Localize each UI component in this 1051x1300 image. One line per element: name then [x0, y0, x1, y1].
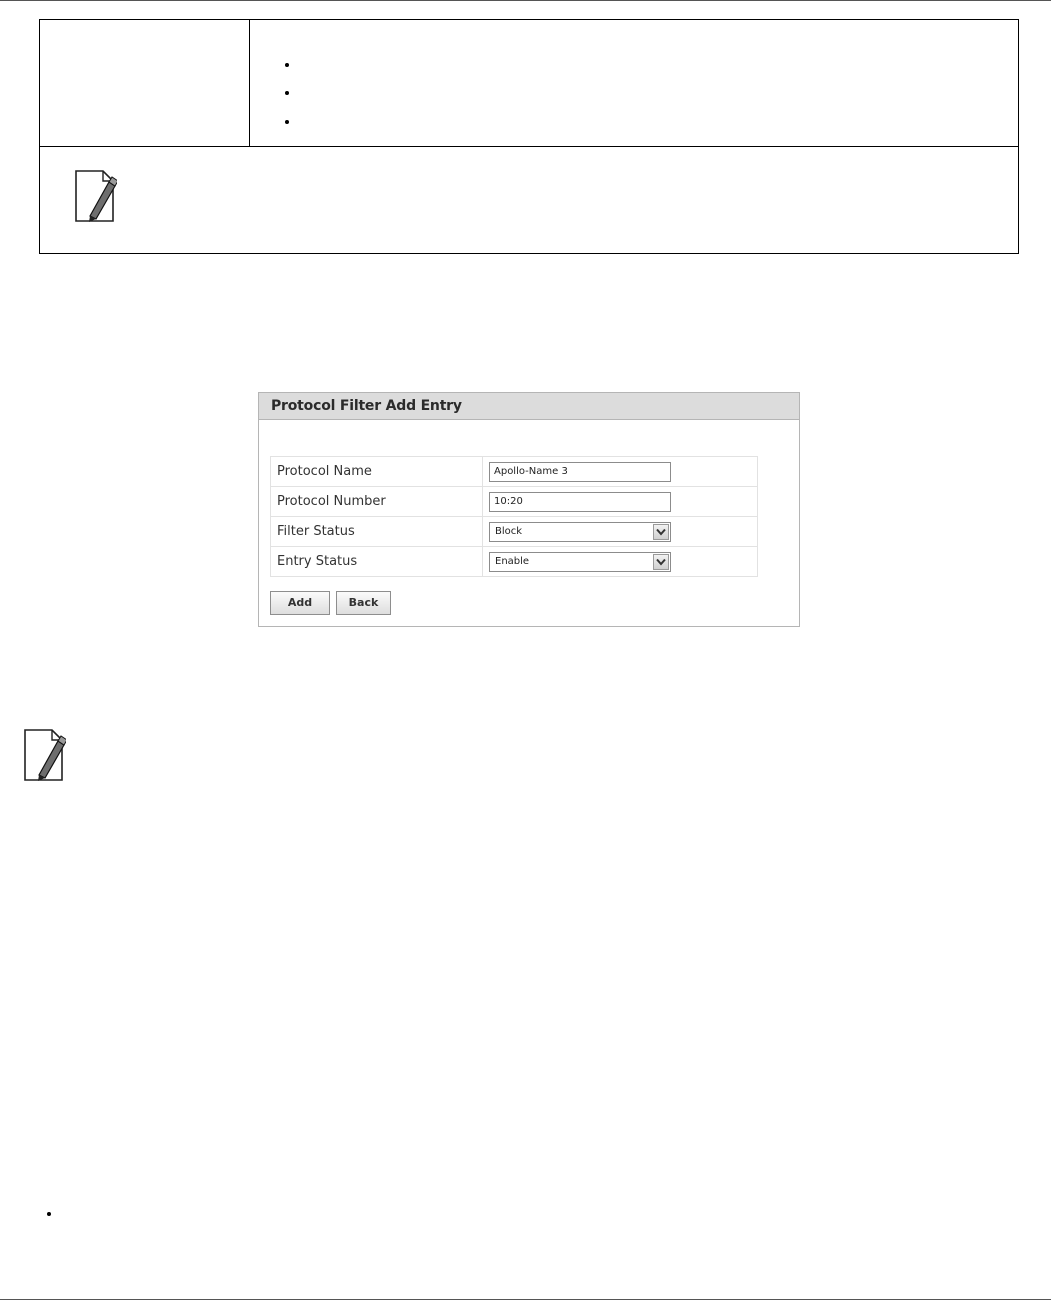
- bullet-icon: [285, 91, 289, 95]
- back-button[interactable]: Back: [336, 591, 391, 615]
- chevron-down-icon[interactable]: [653, 524, 669, 540]
- panel-title: Protocol Filter Add Entry: [271, 398, 462, 414]
- protocol-name-input[interactable]: [489, 462, 671, 482]
- bullet-icon: [47, 1212, 51, 1216]
- protocol-filter-panel: [258, 392, 800, 627]
- entry-status-value: Enable: [495, 555, 530, 567]
- protocol-number-cell: [483, 487, 758, 517]
- bullet-icon: [285, 120, 289, 124]
- filter-status-label: Filter Status: [271, 517, 483, 547]
- form-row-entry-status: [271, 547, 758, 577]
- note-pencil-icon: [73, 168, 117, 224]
- form-row-protocol-name: [271, 457, 758, 487]
- bullet-icon: [285, 63, 289, 67]
- entry-status-label: Entry Status: [271, 547, 483, 577]
- entry-status-cell: [483, 547, 758, 577]
- add-button[interactable]: Add: [270, 591, 330, 615]
- protocol-filter-form: [270, 456, 758, 577]
- chevron-down-icon[interactable]: [653, 554, 669, 570]
- entry-status-select[interactable]: [489, 552, 671, 572]
- form-row-filter-status: [271, 517, 758, 547]
- filter-status-select[interactable]: [489, 522, 671, 542]
- filter-status-cell: [483, 517, 758, 547]
- protocol-name-label: Protocol Name: [271, 457, 483, 487]
- protocol-number-label: Protocol Number: [271, 487, 483, 517]
- note-pencil-icon: [22, 727, 66, 783]
- protocol-number-input[interactable]: [489, 492, 671, 512]
- page-top-rule: [0, 0, 1051, 1]
- table-row-divider: [40, 146, 1018, 147]
- protocol-name-cell: [483, 457, 758, 487]
- filter-status-value: Block: [495, 525, 523, 537]
- form-row-protocol-number: [271, 487, 758, 517]
- panel-header: [259, 393, 799, 420]
- parameter-table: [39, 19, 1019, 254]
- table-column-divider: [249, 20, 250, 146]
